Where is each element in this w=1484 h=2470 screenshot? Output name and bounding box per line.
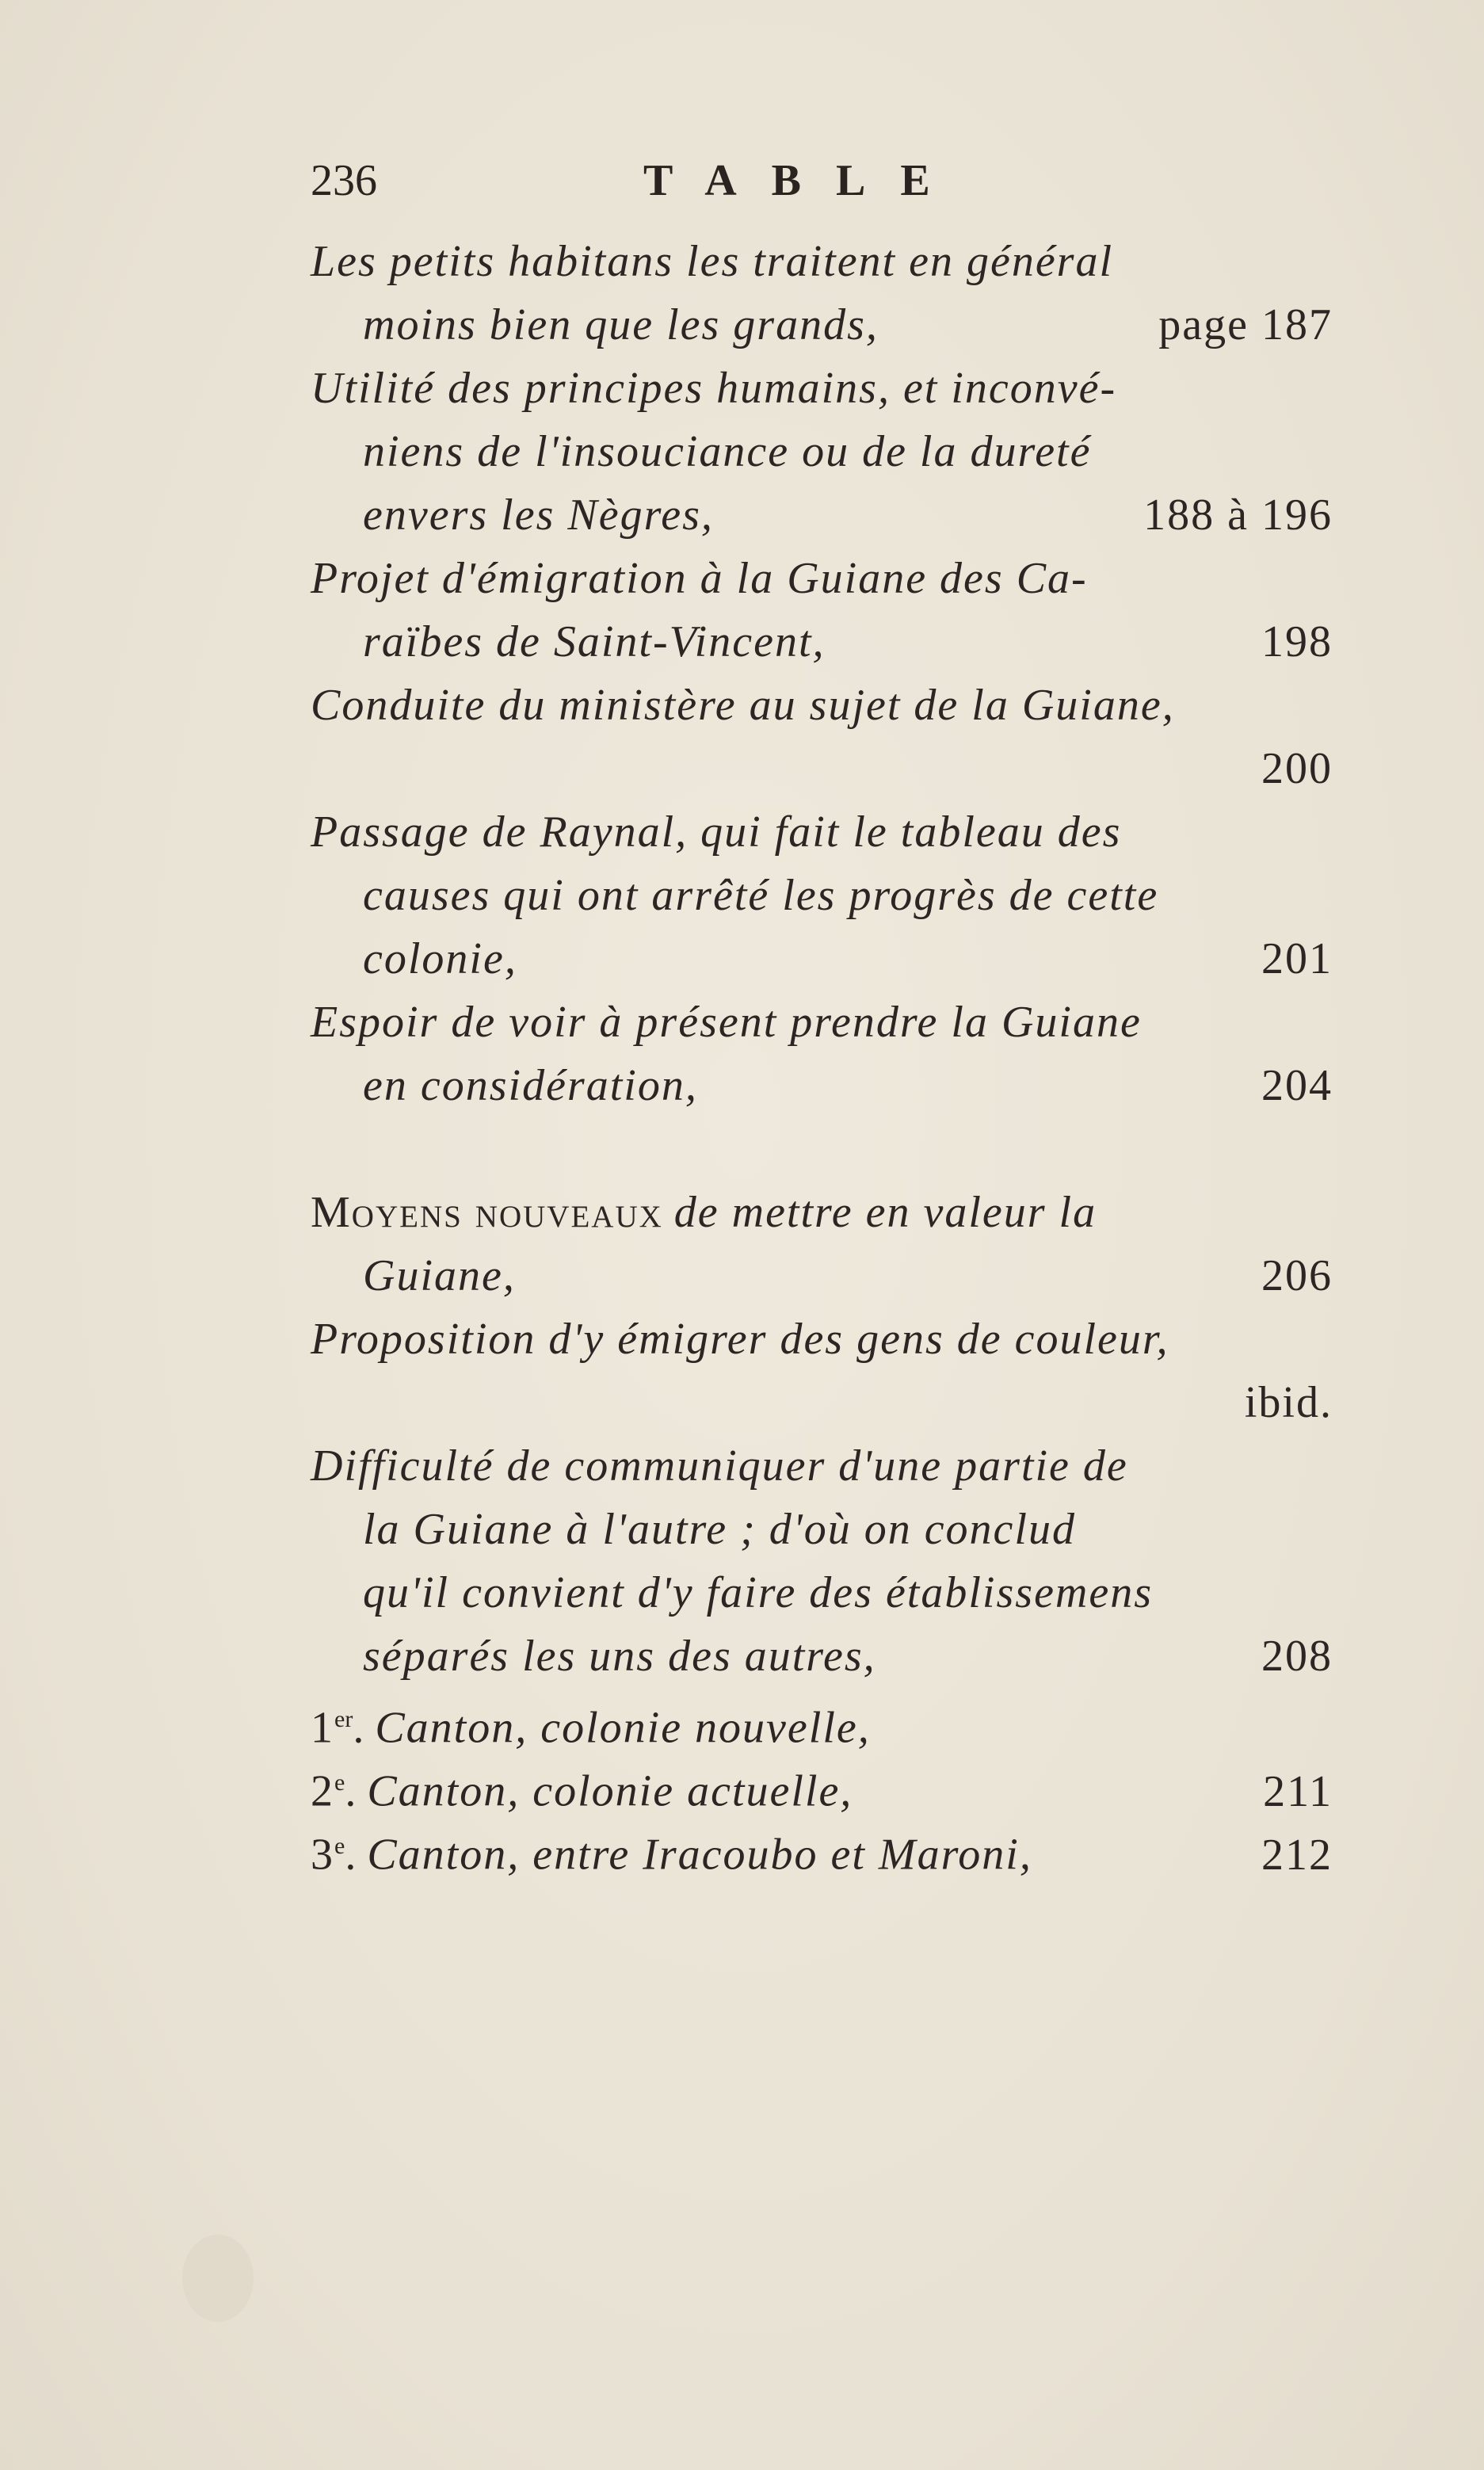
page-ref: 208 (1261, 1632, 1333, 1681)
entry-line (311, 800, 1333, 864)
section-gap (311, 1117, 1333, 1181)
toc-entry (311, 230, 1333, 357)
toc-entry (311, 1308, 1333, 1434)
entry-text: en considération, (363, 1061, 698, 1110)
entry-line (311, 483, 1333, 547)
entry-line (311, 547, 1333, 610)
entry-text: niens de l'insouciance ou de la dureté (363, 427, 1092, 476)
entry-text: colonie, (363, 934, 517, 983)
section-title-rest: de mettre en valeur la (673, 1188, 1097, 1237)
page-ref: 200 (1261, 744, 1333, 793)
section-title-cont: Guiane, (363, 1251, 516, 1300)
entry-text: Passage de Raynal, qui fait le tableau des (311, 807, 1122, 857)
entry-line (311, 1498, 1333, 1561)
entry-text: la Guiane à l'autre ; d'où on conclud (363, 1505, 1076, 1554)
section-entry (311, 1181, 1333, 1308)
page-ref: page 187 (1158, 300, 1333, 349)
canton-text: Canton, entre Iracoubo et Maroni, (367, 1830, 1032, 1880)
canton-ordinal-suffix: e (334, 1833, 345, 1859)
entry-line (311, 357, 1333, 420)
toc-entry (311, 1434, 1333, 1688)
entry-line (311, 1054, 1333, 1117)
toc-entry (311, 800, 1333, 991)
entry-text: Difficulté de communiquer d'une partie de (311, 1441, 1128, 1491)
entry-text: Conduite du ministère au sujet de la Guiane, (311, 681, 1175, 730)
canton-number: 3 (311, 1830, 334, 1880)
canton-line: 1er. Canton, colonie nouvelle, (311, 1703, 871, 1753)
page-ref: 198 (1261, 617, 1333, 666)
entry-line (311, 420, 1333, 483)
page-ref: ibid. (1244, 1378, 1333, 1427)
entry-line (311, 864, 1333, 927)
canton-ordinal-suffix: e (334, 1769, 345, 1796)
entry-text: causes qui ont arrêté les progrès de cette (363, 871, 1159, 920)
entry-line (311, 293, 1333, 357)
table-of-contents (311, 230, 1333, 1878)
canton-line: 3e. Canton, entre Iracoubo et Maroni, 212 (311, 1815, 1333, 1878)
entry-text: qu'il convient d'y faire des établissemens (363, 1568, 1154, 1617)
toc-entry (311, 991, 1333, 1117)
page-header (311, 155, 1326, 211)
entry-text: Utilité des principes humains, et inconvé- (311, 364, 1117, 413)
entry-line (311, 991, 1333, 1054)
entry-line (311, 737, 1333, 800)
entry-line (311, 674, 1333, 737)
entry-text: Espoir de voir à présent prendre la Guiane (311, 998, 1142, 1047)
canton-text: Canton, colonie nouvelle, (375, 1703, 871, 1753)
entry-line (311, 1244, 1333, 1308)
entry-text: Les petits habitans les traitent en général (311, 237, 1114, 286)
entry-line (311, 1624, 1333, 1688)
entry-line (311, 1434, 1333, 1498)
entry-text: envers les Nègres, (363, 491, 714, 540)
page-ref: 188 à 196 (1143, 491, 1333, 540)
canton-text: Canton, colonie actuelle, (367, 1766, 853, 1816)
toc-entry (311, 674, 1333, 800)
page-ref: 212 (1261, 1830, 1333, 1880)
canton-line: 2e. Canton, colonie actuelle, 211 (311, 1751, 1333, 1815)
entry-text: raïbes de Saint-Vincent, (363, 617, 826, 666)
entry-text: séparés les uns des autres, (363, 1632, 876, 1681)
entry-line (311, 1181, 1333, 1244)
section-caps: Moyens nouveaux (311, 1188, 663, 1237)
entry-text: moins bien que les grands, (363, 300, 879, 349)
page-number: 236 (311, 156, 377, 205)
running-head: TABLE (643, 156, 965, 205)
toc-entry (311, 547, 1333, 674)
page-ref: 206 (1261, 1251, 1333, 1300)
canton-number: 1 (311, 1703, 334, 1753)
entry-line (311, 1308, 1333, 1371)
entry-line (311, 927, 1333, 991)
entry-line (311, 610, 1333, 674)
page-ref: 211 (1263, 1766, 1333, 1816)
page-ref: 201 (1261, 934, 1333, 983)
entry-line (311, 230, 1333, 293)
canton-ordinal-suffix: er (334, 1706, 353, 1732)
paper-stain (182, 2235, 254, 2322)
entry-line (311, 1561, 1333, 1624)
toc-entry (311, 357, 1333, 547)
canton-number: 2 (311, 1766, 334, 1816)
page-ref: 204 (1261, 1061, 1333, 1110)
entry-text: Projet d'émigration à la Guiane des Ca- (311, 554, 1088, 603)
entry-text: Proposition d'y émigrer des gens de couleur, (311, 1315, 1169, 1364)
entry-line (311, 1371, 1333, 1434)
